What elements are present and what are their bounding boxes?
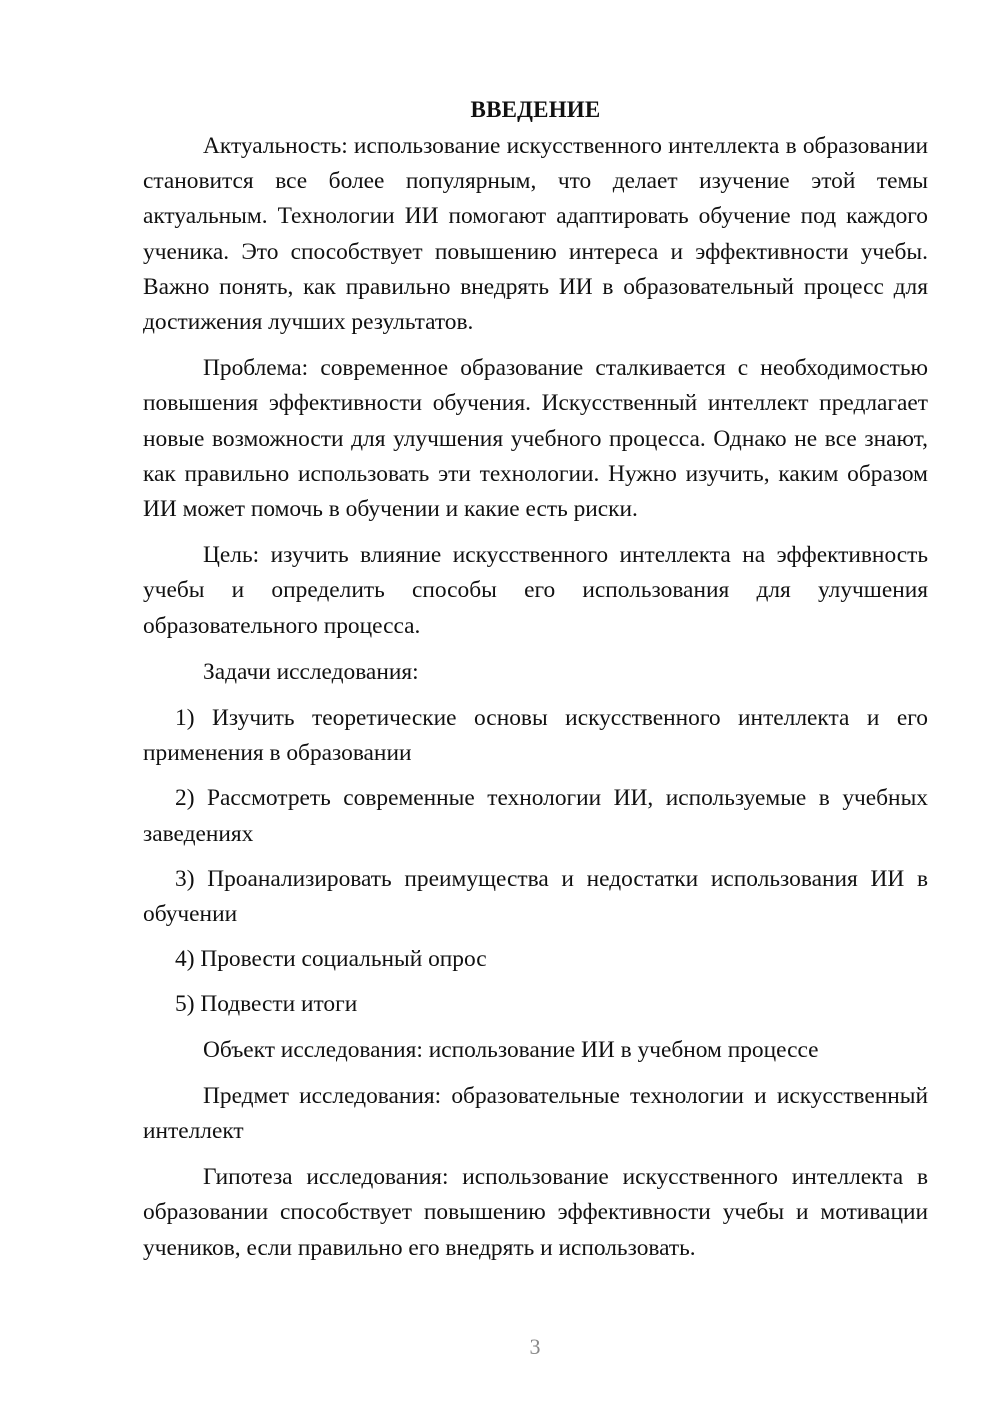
- tasks-title: Задачи исследования:: [203, 658, 419, 685]
- task-item-4: 4) Провести социальный опрос: [175, 946, 487, 973]
- task-item-2: 2) Рассмотреть современные технологии ИИ, используемые в учебных заведениях: [143, 785, 928, 847]
- section-heading: ВВЕДЕНИЕ: [470, 97, 601, 122]
- task-item-5: 5) Подвести итоги: [175, 991, 358, 1018]
- paragraph-subject: Предмет исследования: образовательные технологии и искусственный интеллект: [143, 1082, 928, 1145]
- paragraph-object: Объект исследования: использование ИИ в учебном процессе: [203, 1036, 819, 1063]
- page-number: 3: [529, 1334, 541, 1359]
- task-item-1: 1) Изучить теоретические основы искусственного интеллекта и его применения в образовании: [143, 705, 928, 767]
- page-content: [143, 92, 928, 1277]
- paragraph-goal: Цель: изучить влияние искусственного интеллекта на эффективность учебы и определить способы его использования для улучшения образовательного процесса.: [143, 542, 928, 639]
- paragraph-problem: Проблема: современное образование сталкивается с необходимостью повышения эффективности обучения. Искусственный интеллект предлагает новые возможности для улучшения учебного процесса. Однако не все знают, как правильно использовать эти технологии. Нужно изучить, каким образом ИИ может помочь в обучении и какие есть риски.: [143, 355, 928, 523]
- task-item-3: 3) Проанализировать преимущества и недостатки использования ИИ в обучении: [143, 865, 928, 928]
- paragraph-relevance: Актуальность: использование искусственного интеллекта в образовании становится все более популярным, что делает изучение этой темы актуальным. Технологии ИИ помогают адаптировать обучение под каждого ученика. Это способствует повышению интереса и эффективности учебы. Важно понять, как правильно внедрять ИИ в образовательный процесс для достижения лучших результатов.: [143, 133, 928, 336]
- paragraph-hypothesis: Гипотеза исследования: использование искусственного интеллекта в образовании способствует повышению эффективности учебы и мотивации учеников, если правильно его внедрять и использовать.: [143, 1164, 928, 1261]
